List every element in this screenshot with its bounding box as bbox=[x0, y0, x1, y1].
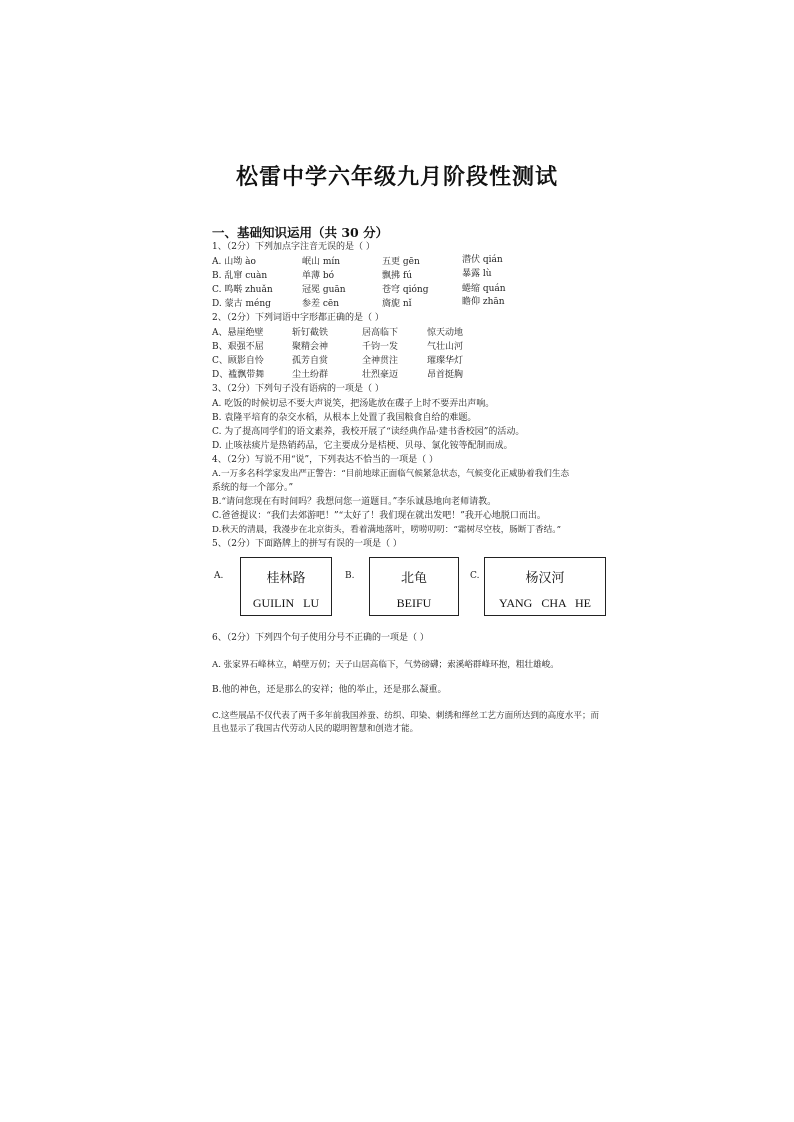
q6-option-a: A. 张家界石峰林立，峭壁万仞；天子山居高临下，气势磅礴；索溪峪群峰环抱，粗壮雄峻。 bbox=[212, 660, 559, 670]
q2-option: 壮烈豪迈 bbox=[362, 370, 399, 380]
road-sign-c bbox=[484, 557, 606, 616]
q6-stem: 6、（2分）下列四个句子使用分号不正确的一项是（ ） bbox=[212, 633, 429, 643]
q2-option: 千钧一发 bbox=[362, 342, 399, 352]
q1-option: 旖旎 nǐ bbox=[382, 299, 412, 309]
q1-option: 蜷缩 quán bbox=[462, 284, 506, 294]
q2-option: 孤芳自赏 bbox=[292, 356, 329, 366]
q1-stem: 1、（2分）下列加点字注音无误的是（ ） bbox=[212, 242, 375, 252]
q2-option: 璀璨华灯 bbox=[427, 356, 464, 366]
q1-option: A. 山坳 ào bbox=[212, 257, 256, 267]
road-sign-a bbox=[240, 557, 332, 616]
q1-option: 冠冕 guān bbox=[302, 285, 346, 295]
q2-option: 昂首挺胸 bbox=[427, 370, 464, 380]
q1-option: 暴露 lù bbox=[462, 269, 492, 279]
q1-option: D. 蒙古 méng bbox=[212, 299, 271, 309]
q1-option: 岷山 mín bbox=[302, 257, 341, 267]
q4-stem: 4、（2分）写说不用“说”，下列表达不恰当的一项是（ ） bbox=[212, 455, 439, 465]
q4-option-a-cont: 系统的每一个部分。” bbox=[212, 483, 294, 493]
q2-option: 尘土纷群 bbox=[292, 370, 329, 380]
q4-option-d: D.秋天的清晨，我漫步在北京街头，看着满地落叶，唠唠叨叨：“霜树尽空枝，肠断丁香结。” bbox=[212, 525, 561, 535]
q3-option-a: A. 吃饭的时候切忌不要大声说笑，把汤匙放在碟子上时不要弄出声响。 bbox=[212, 399, 495, 409]
q3-stem: 3、（2分）下列句子没有语病的一项是（ ） bbox=[212, 384, 384, 394]
q1-option: B. 乱窜 cuàn bbox=[212, 271, 268, 281]
q1-option: C. 鸣啭 zhuǎn bbox=[212, 285, 273, 295]
q1-option: 瞻仰 zhān bbox=[462, 297, 505, 307]
sign-b-hanzi: 北龟 bbox=[400, 570, 427, 585]
q5-stem: 5、（2分）下面路牌上的拼写有误的一项是（ ） bbox=[212, 539, 402, 549]
q4-option-a: A.一万多名科学家发出严正警告：“目前地球正面临气候紧急状态，气候变化正威胁着我们生态 bbox=[212, 469, 570, 479]
q2-option: 气壮山河 bbox=[427, 342, 464, 352]
sign-a-letter: A. bbox=[214, 571, 224, 581]
q1-option: 苍穹 qióng bbox=[382, 285, 429, 295]
q4-option-b: B.“请问您现在有时间吗？我想问您一道题目。”李乐诚恳地向老师请教。 bbox=[212, 497, 497, 507]
q2-option: 惊天动地 bbox=[427, 328, 464, 338]
sign-c-letter: C. bbox=[470, 571, 480, 581]
q6-option-c: C.这些展品不仅代表了两千多年前我国养蚕、纺织、印染、刺绣和缂丝工艺方面所达到的高度水平；而且也显示了我国古代劳动人民的聪明智慧和创造才能。 bbox=[212, 711, 600, 734]
q2-option: 斩钉截铁 bbox=[292, 328, 329, 338]
q1-option: 五更 gēn bbox=[382, 257, 420, 267]
sign-a-pinyin: GUILIN LU bbox=[252, 596, 320, 610]
section-heading: 一、基础知识运用（共 30 分） bbox=[212, 225, 389, 240]
q2-stem: 2、（2分）下列词语中字形都正确的是（ ） bbox=[212, 313, 384, 323]
q2-option: A、悬崖绝壁 bbox=[212, 328, 264, 338]
q4-option-c: C.爸爸提议：“我们去郊游吧！”“太好了！我们现在就出发吧！”我开心地脱口而出。 bbox=[212, 511, 546, 521]
road-sign-b bbox=[369, 557, 459, 616]
sign-c-hanzi: 杨汉河 bbox=[525, 570, 565, 585]
exam-title: 松雷中学六年级九月阶段性测试 bbox=[235, 164, 558, 190]
q1-option: 潜伏 qián bbox=[462, 255, 503, 265]
q2-option: B、艰强不屈 bbox=[212, 342, 264, 352]
q6-option-b: B.他的神色，还是那么的安祥；他的举止，还是那么凝重。 bbox=[212, 685, 447, 695]
q2-option: 居高临下 bbox=[362, 328, 399, 338]
sign-b-pinyin: BEIFU bbox=[396, 596, 432, 610]
q2-option: D、褴飘带舞 bbox=[212, 370, 265, 380]
q2-option: 聚精会神 bbox=[292, 342, 329, 352]
q1-option: 单薄 bó bbox=[302, 271, 335, 281]
q3-option-b: B. 袁隆平培育的杂交水稻，从根本上处置了我国粮食自给的难题。 bbox=[212, 413, 477, 423]
q1-option: 参差 cēn bbox=[302, 299, 340, 309]
q2-option: 全神贯注 bbox=[362, 356, 399, 366]
q3-option-c: C. 为了提高同学们的语文素养，我校开展了“读经典作品·建书香校园”的活动。 bbox=[212, 427, 525, 437]
sign-a-hanzi: 桂林路 bbox=[266, 570, 306, 585]
q1-option: 飘拂 fú bbox=[382, 271, 412, 281]
sign-b-letter: B. bbox=[345, 571, 355, 581]
q2-option: C、顾影自怜 bbox=[212, 356, 264, 366]
sign-c-pinyin: YANG CHA HE bbox=[498, 596, 591, 610]
q3-option-d: D. 止咳祛痰片是热销药品，它主要成分是桔梗、贝母、氯化铵等配制而成。 bbox=[212, 441, 513, 451]
